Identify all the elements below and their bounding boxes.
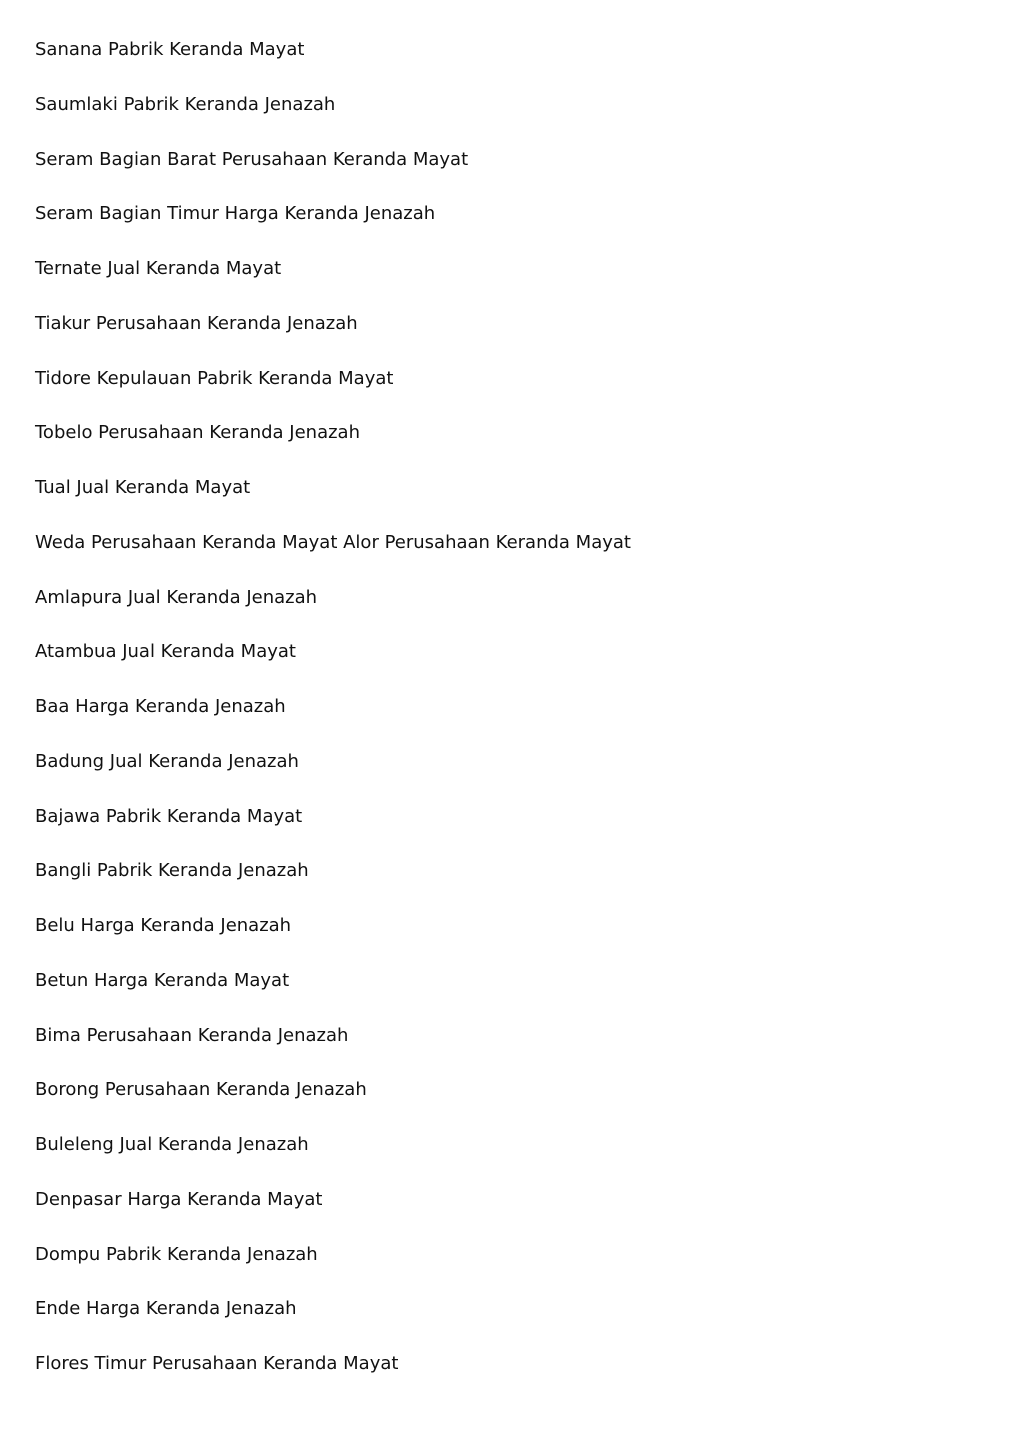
text-line: Flores Timur Perusahaan Keranda Mayat: [35, 1353, 399, 1374]
text-line-list: [35, 36, 631, 1405]
text-line: Saumlaki Pabrik Keranda Jenazah: [35, 93, 336, 115]
text-line: Ternate Jual Keranda Mayat: [35, 258, 282, 279]
text-line: Belu Harga Keranda Jenazah: [35, 915, 292, 936]
text-line: Baa Harga Keranda Jenazah: [35, 696, 286, 717]
text-line: Tidore Kepulauan Pabrik Keranda Mayat: [35, 367, 394, 389]
text-line: Denpasar Harga Keranda Mayat: [35, 1188, 323, 1210]
text-line: Ende Harga Keranda Jenazah: [35, 1298, 297, 1320]
text-line: Betun Harga Keranda Mayat: [35, 969, 290, 991]
text-line: Tiakur Perusahaan Keranda Jenazah: [35, 312, 358, 334]
text-line: Borong Perusahaan Keranda Jenazah: [35, 1079, 367, 1101]
text-line: Sanana Pabrik Keranda Mayat: [35, 39, 305, 60]
text-line: Tobelo Perusahaan Keranda Jenazah: [35, 422, 360, 444]
text-line: Dompu Pabrik Keranda Jenazah: [35, 1243, 318, 1265]
text-line: Amlapura Jual Keranda Jenazah: [35, 586, 318, 608]
text-line: Seram Bagian Timur Harga Keranda Jenazah: [35, 203, 436, 225]
text-line: Seram Bagian Barat Perusahaan Keranda Mayat: [35, 148, 469, 170]
text-line: Badung Jual Keranda Jenazah: [35, 750, 299, 772]
text-line: Tual Jual Keranda Mayat: [35, 477, 251, 498]
text-line: Atambua Jual Keranda Mayat: [35, 641, 296, 663]
text-line: Buleleng Jual Keranda Jenazah: [35, 1134, 309, 1155]
text-line: Weda Perusahaan Keranda Mayat Alor Perusahaan Keranda Mayat: [35, 531, 631, 553]
text-line: Bima Perusahaan Keranda Jenazah: [35, 1024, 349, 1046]
text-line: Bangli Pabrik Keranda Jenazah: [35, 860, 309, 882]
text-line: Bajawa Pabrik Keranda Mayat: [35, 805, 303, 827]
